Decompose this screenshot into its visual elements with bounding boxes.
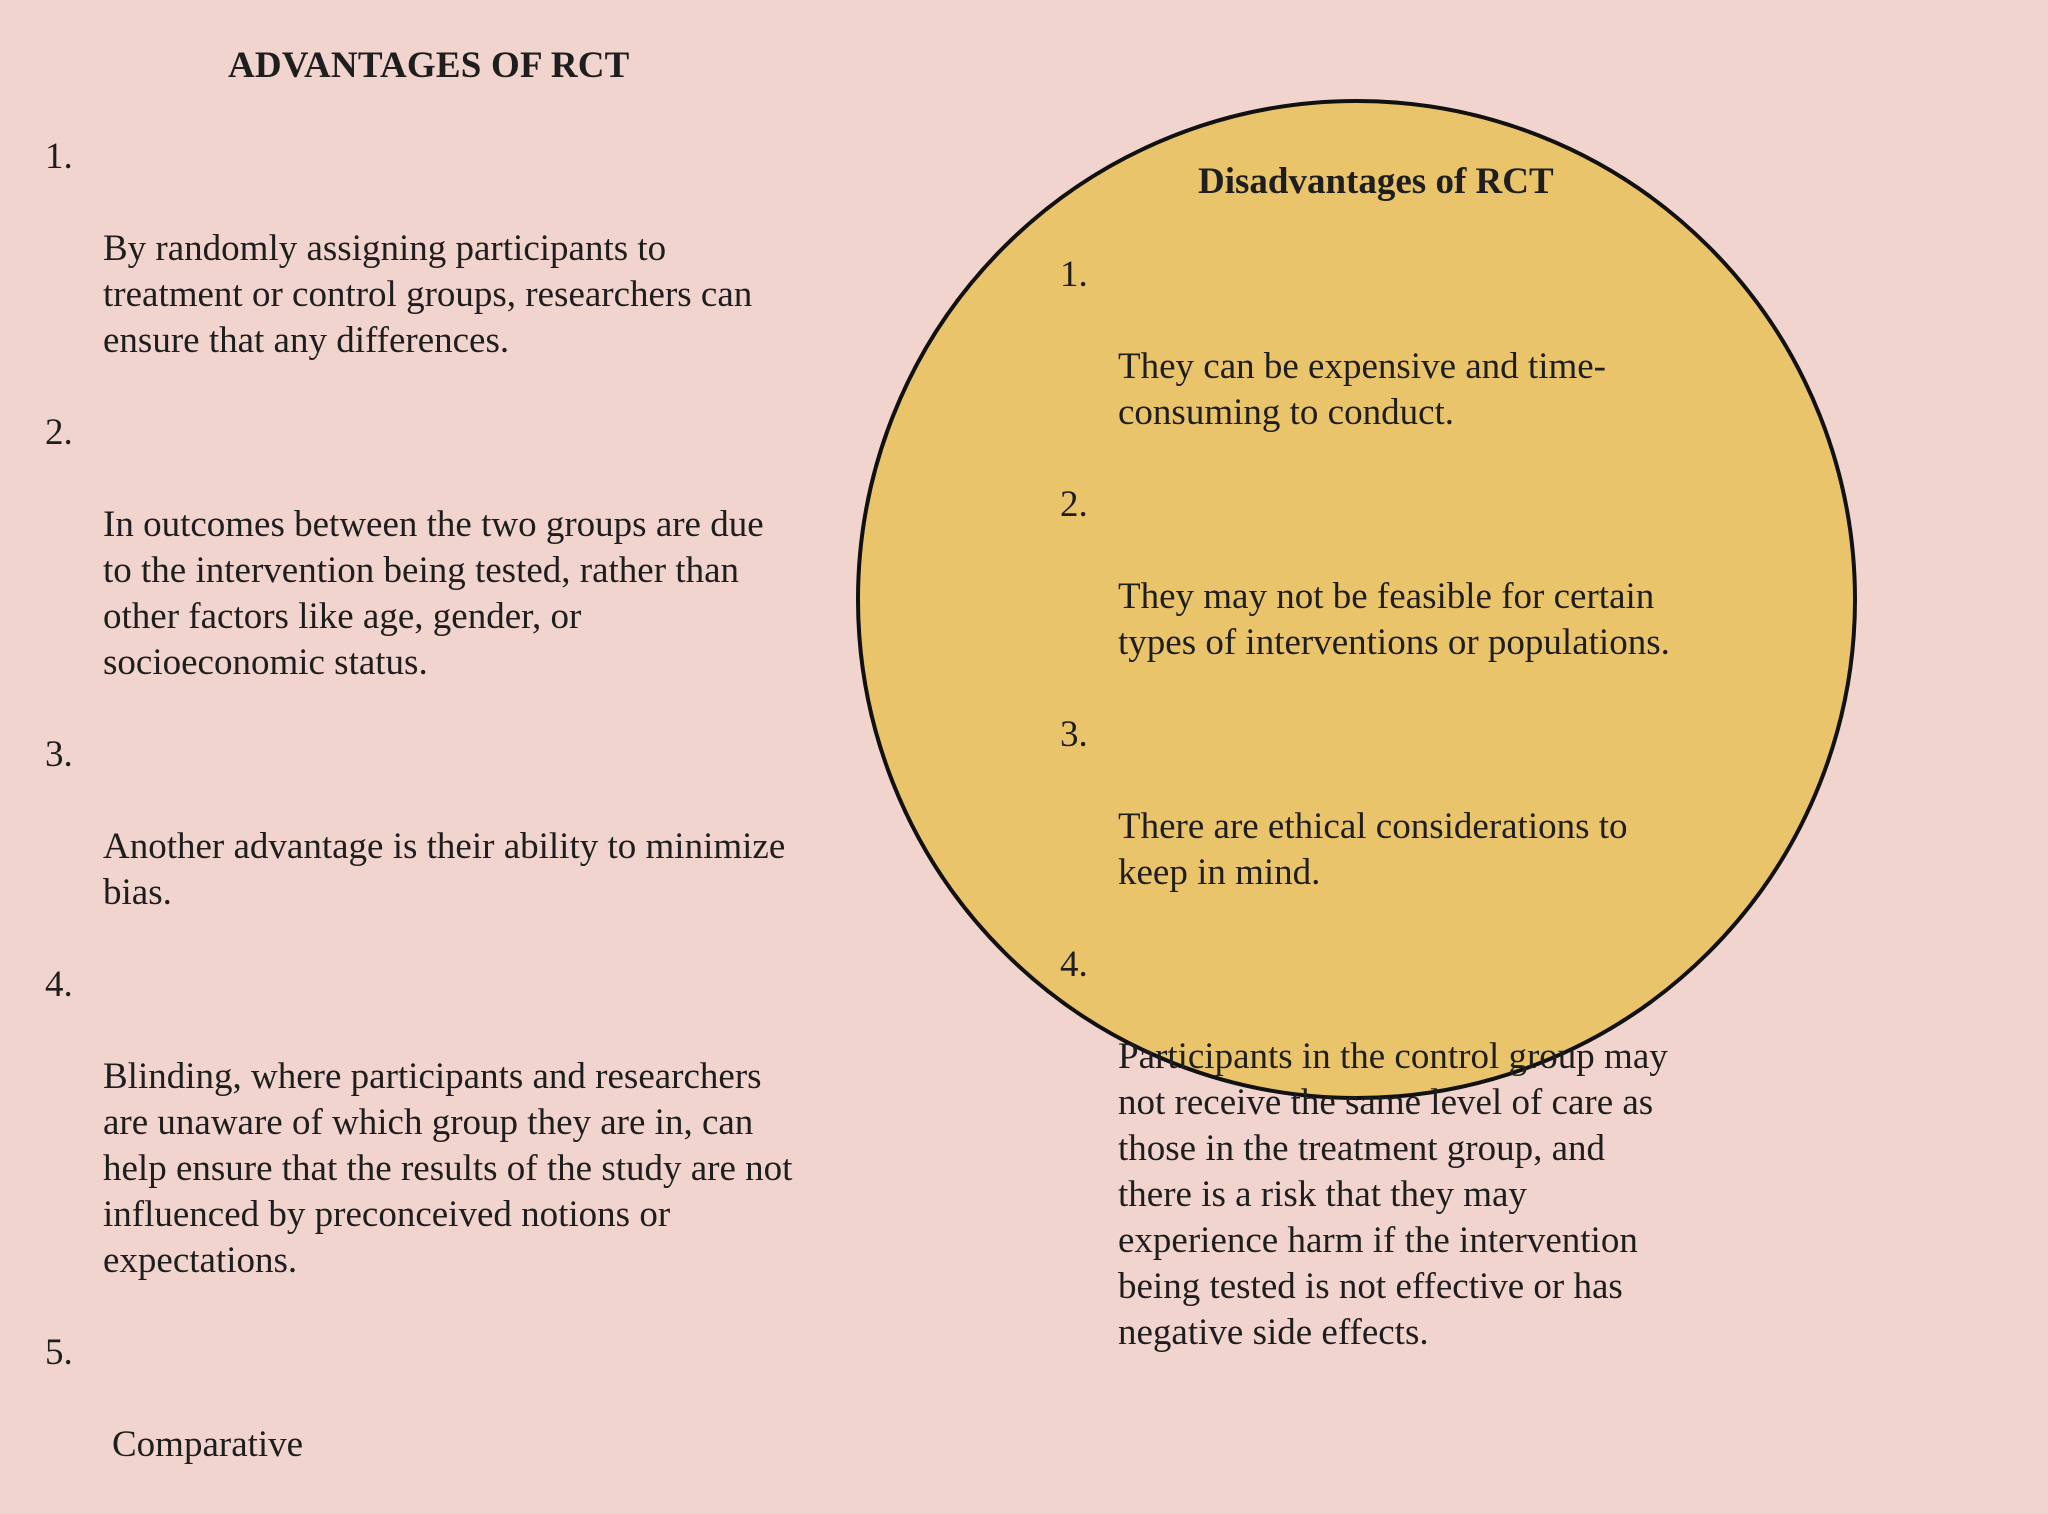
advantage-number: 1. [45, 136, 73, 177]
advantage-item [0, 732, 840, 916]
disadvantage-text: They can be expensive and time- consuming to conduct. [1118, 346, 1606, 433]
disadvantage-number: 4. [1060, 944, 1088, 985]
advantage-text: In outcomes between the two groups are due to the intervention being tested, rather than other factors like age, gender, or socioeconomic status. [103, 504, 764, 683]
advantage-number: 4. [45, 964, 73, 1005]
advantage-text: Blinding, where participants and researchers are unaware of which group they are in, can help ensure that the results of the study are not influenced by preconceived notions or expectations. [103, 1056, 793, 1281]
advantage-text: By randomly assigning participants to treatment or control groups, researchers can ensure that any differences. [103, 228, 753, 361]
disadvantage-text: There are ethical considerations to keep in mind. [1118, 806, 1628, 893]
disadvantage-item [1018, 482, 1718, 666]
advantage-item [0, 962, 840, 1284]
advantage-text: Another advantage is their ability to minimize bias. [103, 826, 786, 913]
advantages-list [0, 134, 840, 1514]
advantages-title: ADVANTAGES OF RCT [228, 45, 630, 86]
advantage-item [0, 134, 840, 364]
disadvantage-item [1018, 712, 1718, 896]
disadvantage-number: 3. [1060, 714, 1088, 755]
advantage-item [0, 1330, 840, 1468]
advantage-number: 5. [45, 1332, 73, 1373]
advantage-number: 2. [45, 412, 73, 453]
disadvantages-title: Disadvantages of RCT [1198, 161, 1554, 202]
advantage-number: 3. [45, 734, 73, 775]
advantage-text: Comparative [112, 1424, 304, 1465]
disadvantage-item [1018, 942, 1718, 1356]
disadvantage-number: 1. [1060, 254, 1088, 295]
disadvantage-number: 2. [1060, 484, 1088, 525]
disadvantage-text: Participants in the control group may not receive the same level of care as those in the treatment group, and there is a risk that they may experience harm if the intervention being tested is not effective or has negative side effects. [1118, 1036, 1668, 1353]
disadvantage-item [1018, 252, 1718, 436]
disadvantages-list [1018, 252, 1718, 1402]
disadvantage-text: They may not be feasible for certain types of interventions or populations. [1118, 576, 1670, 663]
advantage-item [0, 410, 840, 686]
